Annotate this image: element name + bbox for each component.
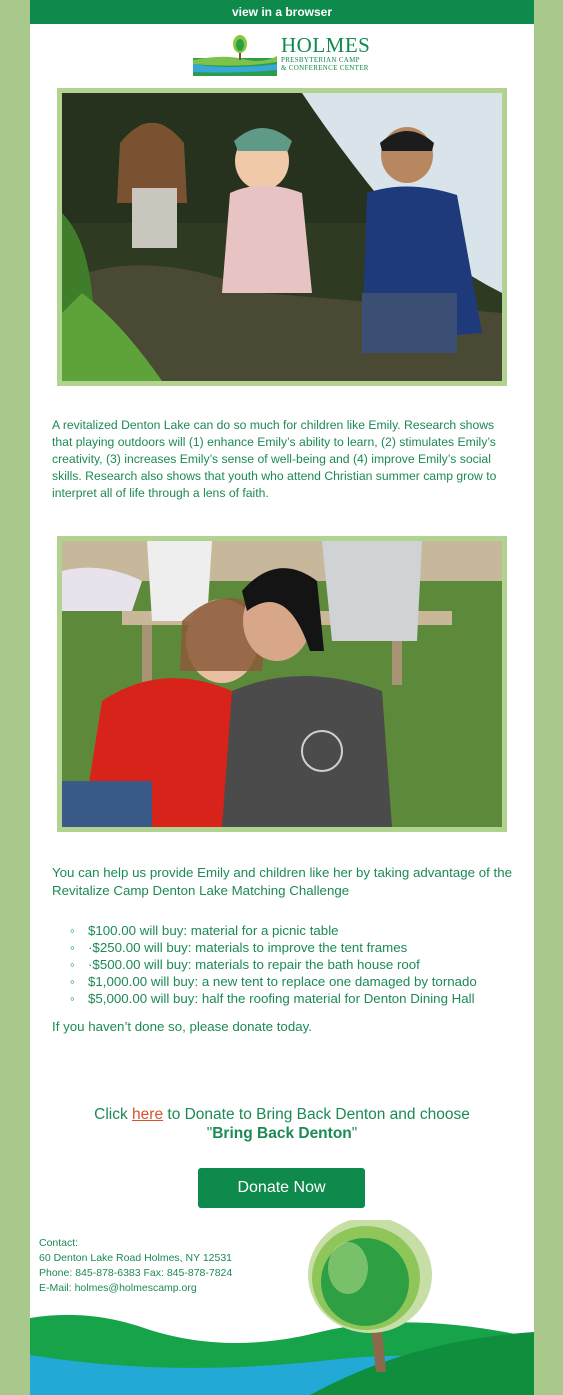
cta-prefix: Click — [94, 1106, 133, 1123]
donation-item: ◦ $100.00 will buy: material for a picnic table — [70, 922, 518, 939]
campers-scene-image — [62, 541, 502, 827]
cta-quote-close: " — [351, 1125, 358, 1142]
logo-title: HOLMES — [281, 33, 371, 57]
cta-middle: to Donate to Bring Back Denton and choose — [163, 1106, 470, 1123]
contact-info — [39, 1236, 232, 1296]
campers-hugging-photo — [57, 536, 507, 832]
logo-subtitle-line2: & CONFERENCE CENTER — [281, 64, 369, 72]
donate-now-button[interactable]: Donate Now — [198, 1168, 365, 1208]
children-at-lake-photo — [57, 88, 507, 386]
holmes-logo[interactable] — [193, 34, 373, 76]
fund-name: Bring Back Denton — [212, 1125, 352, 1142]
cta-quote-open: " — [206, 1125, 213, 1142]
contact-phone: Phone: 845-878-6383 Fax: 845-878-7824 — [39, 1267, 233, 1279]
logo-subtitle-line1: PRESBYTERIAN CAMP — [281, 56, 360, 64]
donate-today-paragraph: If you haven’t done so, please donate today. — [52, 1019, 312, 1034]
donation-options-list — [70, 922, 518, 1007]
donate-instructions-line2 — [30, 1124, 534, 1143]
logo-landscape-icon — [193, 34, 277, 76]
view-in-browser-link[interactable]: view in a browser — [30, 0, 534, 24]
logo-wordmark — [281, 34, 370, 72]
donation-item: ◦ $1,000.00 will buy: a new tent to replace one damaged by tornado — [70, 973, 518, 990]
contact-heading: Contact: — [39, 1237, 79, 1249]
lake-scene-image — [62, 93, 502, 381]
donation-item: ◦ ·$500.00 will buy: materials to repair the bath house roof — [70, 956, 518, 973]
donation-item: ◦ $5,000.00 will buy: half the roofing material for Denton Dining Hall — [70, 990, 518, 1007]
impact-paragraph: A revitalized Denton Lake can do so much for children like Emily. Research shows that playing outdoors will (1) enhance Emily’s ability to learn, (2) stimulates Emily’s creativity, (3) increases Emily’s sense of well-being and (4) improve Emily’s social skills. Research also shows that youth who attend Christian summer camp grow to interpret all of life through a lens of faith. — [52, 418, 497, 500]
email-container — [30, 0, 534, 1395]
donate-instructions — [30, 1105, 534, 1143]
donate-instructions-line1 — [30, 1105, 534, 1124]
contact-email[interactable]: E-Mail: holmes@holmescamp.org — [39, 1282, 197, 1294]
donate-here-link[interactable]: here — [132, 1106, 164, 1123]
donation-item: ◦ ·$250.00 will buy: materials to improve the tent frames — [70, 939, 518, 956]
matching-challenge-paragraph: You can help us provide Emily and children like her by taking advantage of the Revitalize Camp Denton Lake Matching Challenge — [52, 865, 513, 898]
contact-address: 60 Denton Lake Road Holmes, NY 12531 — [39, 1252, 233, 1264]
